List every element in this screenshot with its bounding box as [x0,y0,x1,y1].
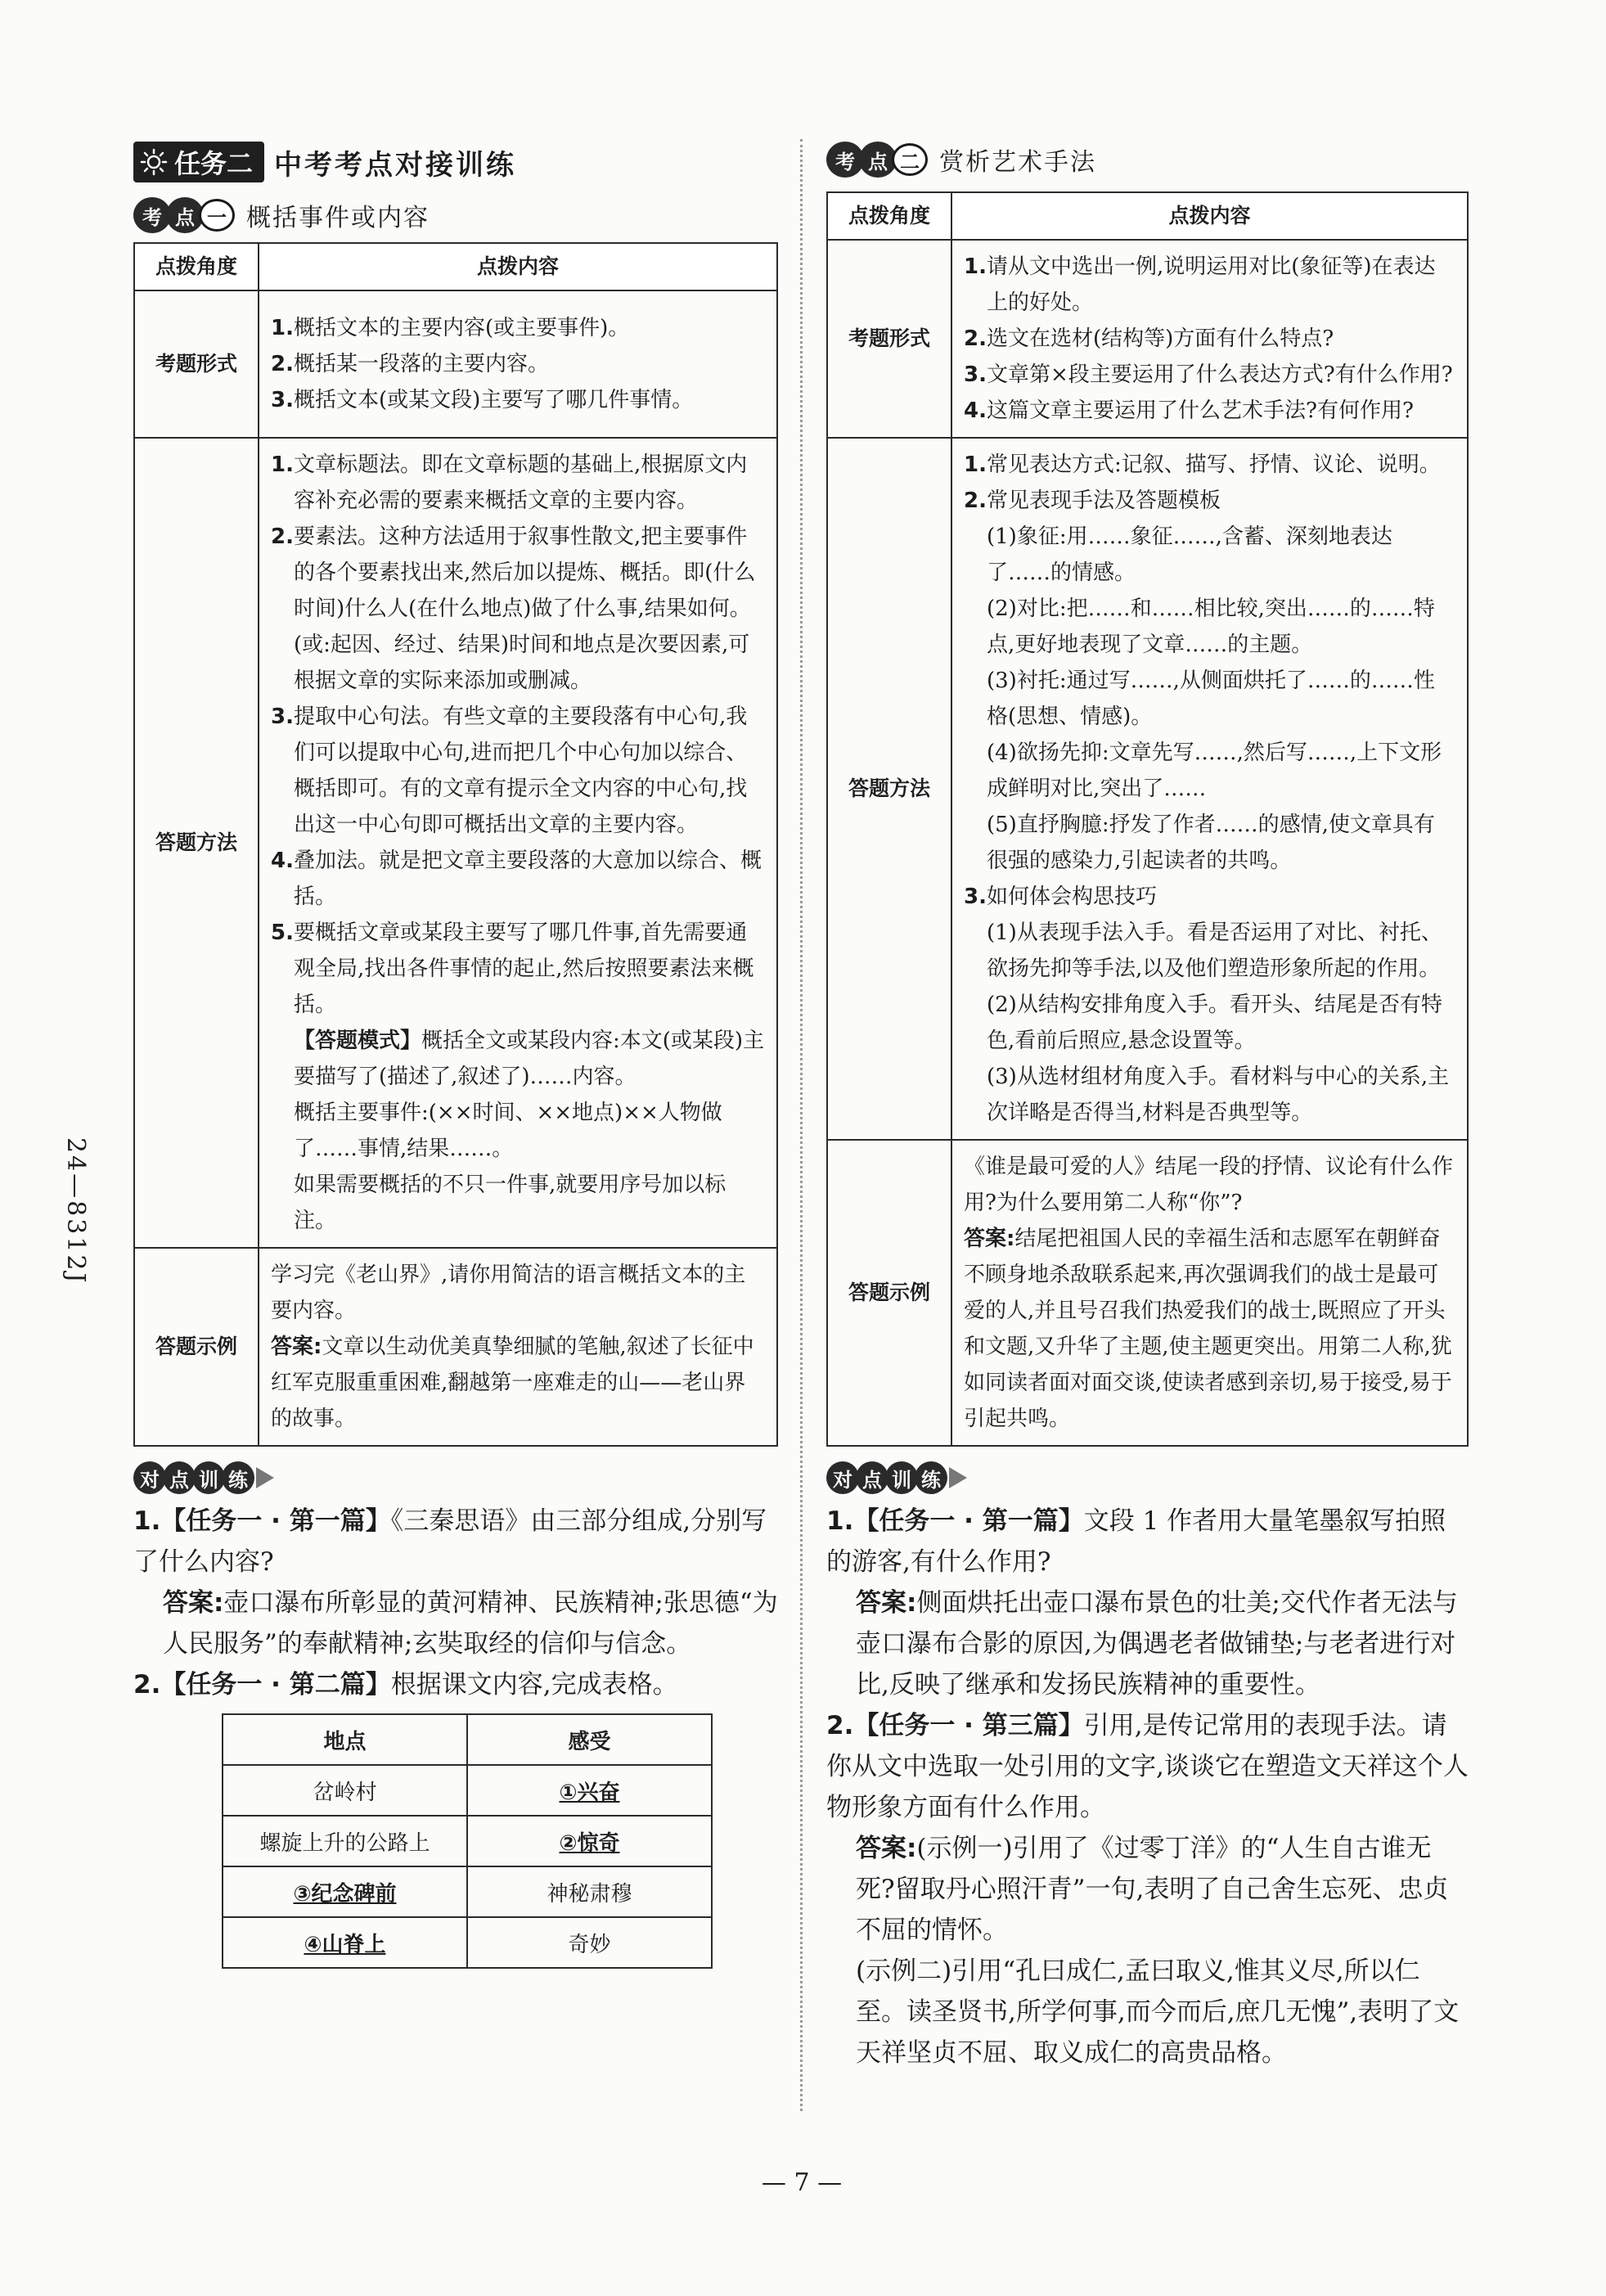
feeling-table [222,1713,713,1969]
example-question: 《谁是最可爱的人》结尾一段的抒情、议论有什么作用?为什么要用第二人称“你”? [964,1155,1454,1215]
list-item: 2. 选文在选材(结构等)方面有什么特点? [964,326,1334,351]
answer-example-2: (示例二)引用“孔曰成仁,孟曰取义,惟其义尽,所以仁至。读圣贤书,所学何事,而今而后,庶几无愧”,表明了文天祥坚贞不屈、取义成仁的高贵品格。 [856,1956,1460,2068]
arrow-icon [949,1467,967,1488]
right-column [826,139,1469,2073]
kaodian1-title: 概括事件或内容 [246,204,430,232]
list-item: 5. 要概括文章或某段主要写了哪几件事,首先需要通观全局,找出各件事情的起止,然后按照要素法来概括。 [271,921,754,1017]
list-item: 3. 提取中心句法。有些文章的主要段落有中心句,我们可以提取中心句,进而把几个中心句加以综合、概括即可。有的文章有提示全文内容的中心句,找出这一中心句即可概括出文章的主要内容。 [271,705,748,837]
question-2-left: 2.【任务一 · 第二篇】根据课文内容,完成表格。 [133,1670,678,1699]
sub-item: (1)象征:用……象征……,含蓄、深刻地表达了……的情感。 [987,524,1392,585]
row-example [134,1248,777,1446]
list-item: 4. 叠加法。就是把文章主要段落的大意加以综合、概括。 [271,849,763,909]
example-answer: 答案:结尾把祖国人民的幸福生活和志愿军在朝鲜奋不顾身地杀敌联系起来,再次强调我们的战士是最可爱的人,并且号召我们热爱我们的战士,既照应了开头和文题,又升华了主题,使主题更突出。用第二人称,犹如同读者面对面交谈,使读者感到亲切,易于接受,易于引起共鸣。 [964,1227,1452,1431]
training-header-right: 对 点 训 练 [826,1458,1469,1497]
list-item: 1. 常见表达方式:记叙、描写、抒情、议论、说明。 [964,452,1441,477]
method-content [259,438,777,1248]
kaodian1-num: 一 [199,199,235,232]
list-item: 2. 要素法。这种方法适用于叙事性散文,把主要事件的各个要素找出来,然后加以提炼、概括。即(什么时间)什么人(在什么地点)做了什么事,结果如何。(或:起因、经过、结果)时间和地点是次要因素,可根据文章的实际来添加或删减。 [271,524,756,693]
sub-item: (2)对比:把……和……相比较,突出……的……特点,更好地表现了文章……的主题。 [987,597,1435,657]
sub-item: (5)直抒胸臆:抒发了作者……的感情,使文章具有很强的感染力,引起读者的共鸣。 [987,813,1435,873]
example-content [259,1248,777,1446]
answer-mode-note: 如果需要概括的不只一件事,就要用序号加以标注。 [294,1173,727,1233]
list-item: 3. 文章第×段主要运用了什么表达方式?有什么作用? [964,362,1453,387]
list-item: 3. 如何体会构思技巧 [964,885,1158,909]
col-header-feeling: 感受 [467,1714,712,1765]
answer-mode-events: 概括主要事件:(××时间、××地点)××人物做了……事情,结果……。 [294,1101,722,1161]
example-answer: 答案:文章以生动优美真挚细腻的笔触,叙述了长征中红军克服重重困难,翻越第一座难走的山——老山界的故事。 [271,1335,754,1431]
row-example: 答题示例 《谁是最可爱的人》结尾一段的抒情、议论有什么作用?为什么要用第二人称“你”? 答案:结尾把祖国人民的幸福生活和志愿军在朝鲜奋不顾身地杀敌联系起来,再次强调我们的战士是最可爱的人,并且号召我们热爱我们的战士,既照应了开头和文题,又升华了主题,使主题更突出。用第二人称,犹如同读者面对面交谈,使读者感到亲切,易于接受,易于引起共鸣。 [827,1140,1468,1446]
task-badge [133,142,264,182]
sub-item: (1)从表现手法入手。看是否运用了对比、衬托、欲扬先抑等手法,以及他们塑造形象所起的作用。 [987,921,1442,981]
arrow-icon [256,1467,274,1488]
answer: 答案:壶口瀑布所彰显的黄河精神、民族精神;张思德“为人民服务”的奉献精神;玄奘取经的信仰与信念。 [163,1588,778,1659]
question-1-left: 1.【任务一 · 第一篇】《三秦思语》由三部分组成,分别写了什么内容? 答案:壶口瀑布所彰显的黄河精神、民族精神;张思德“为人民服务”的奉献精神;玄奘取经的信仰与信念。 [133,1501,778,1664]
table-row: 螺旋上升的公路上 ②惊奇 [223,1816,712,1866]
kaodian2-header [826,139,1469,180]
answer: 答案:侧面烘托出壶口瀑布景色的壮美;交代作者无法与壶口瀑布合影的原因,为偶遇老者做铺垫;与老者进行对比,反映了继承和发扬民族精神的重要性。 [856,1588,1458,1699]
table-row: ③纪念碑前 神秘肃穆 [223,1866,712,1917]
training-header-left: 对 点 训 练 [133,1458,778,1497]
kaodian1-table [133,242,778,1447]
sub-item: (2)从结构安排角度入手。看开头、结尾是否有特色,看前后照应,悬念设置等。 [987,993,1442,1053]
sun-icon [140,148,168,176]
list-item: 1. 请从文中选出一例,说明运用对比(象征等)在表达上的好处。 [964,254,1436,315]
question-1-right: 1.【任务一 · 第一篇】文段 1 作者用大量笔墨叙写拍照的游客,有什么作用? 答案:侧面烘托出壶口瀑布景色的壮美;交代作者无法与壶口瀑布合影的原因,为偶遇老者做铺垫;与老者进行对比,反映了继承和发扬民族精神的重要性。 [826,1501,1469,1705]
row-form [134,290,777,438]
method-content [951,438,1468,1140]
example-content [951,1140,1468,1446]
row-label-example: 答题示例 [134,1248,259,1446]
row-method: 答题方法 1. 常见表达方式:记叙、描写、抒情、议论、说明。 2. 常见表现手法及答题模板 (1)象征:用……象征……,含蓄、深刻地表达了……的情感。 (2)对比:把……和……相比较,突出……的……特点,更好地表现了文章……的主题。 (3)衬托:通过写……,从侧面烘托了……的……性格(思想、情感)。 (4)欲扬先抑:文章先写……,然后写……,上下文形成鲜明对比,突出了…… (5)直抒胸臆:抒发了作者……的感情,使文章具有很强的感染力,引起读者的共鸣。 3. 如何体会构思技巧 (1)从表现手法入手。看是否运用了对比、衬托、欲扬先抑等手法,以及他们塑造形象所起的作用。 (2)从结构安排角度入手。看开头、结尾是否有特色,看前后照应,悬念设置等。 (3)从选材组材角度入手。看材料与中心的关系,主次详略是否得当,材料是否典型等。 [827,438,1468,1140]
kaodian2-table [826,191,1469,1447]
page-number: — 7 — [761,2168,843,2197]
col-header-content: 点拨内容 [259,243,777,290]
kaodian1-char-2: 点 [166,197,204,233]
side-code: 24—8312J [61,1137,90,1285]
kaodian1-header [133,195,778,236]
row-label-form: 考题形式 [134,290,259,438]
list-item: 2. 常见表现手法及答题模板 [964,488,1221,513]
sub-item: (3)从选材组材角度入手。看材料与中心的关系,主次详略是否得当,材料是否典型等。 [987,1065,1450,1125]
answer-mode: 【答题模式】概括全文或某段内容:本文(或某段)主要描写了(描述了,叙述了)……内容。 [294,1029,765,1089]
left-column [133,139,778,1969]
answer: 答案:(示例一)引用了《过零丁洋》的“人生自古谁无死?留取丹心照汗青”一句,表明了自己舍生忘死、忠贞不屈的情怀。 [856,1834,1449,1945]
list-item: 1. 概括文本的主要内容(或主要事件)。 [271,316,630,340]
col-header-angle: 点拨角度 [827,192,951,240]
kaodian2-title: 赏析艺术手法 [939,148,1096,177]
example-question: 学习完《老山界》,请你用简洁的语言概括文本的主要内容。 [271,1263,746,1323]
list-item: 3. 概括文本(或某文段)主要写了哪几件事情。 [271,388,694,412]
task-badge-label: 任务二 [174,148,254,179]
col-header-content: 点拨内容 [951,192,1468,240]
row-label-method: 答题方法 [134,438,259,1248]
list-item: 1. 文章标题法。即在文章标题的基础上,根据原文内容补充必需的要素来概括文章的主要内容。 [271,452,748,513]
table-row: 岔岭村 ①兴奋 [223,1765,712,1816]
kaodian1-badge [133,197,235,233]
row-method [134,438,777,1248]
list-item: 4. 这篇文章主要运用了什么艺术手法?有何作用? [964,398,1414,423]
kaodian2-badge: 考 点 二 [826,142,928,178]
task-title: 中考考点对接训练 [274,148,517,182]
kaodian1-char-1: 考 [133,197,171,233]
task-header [133,139,778,185]
table-row: ④山脊上 奇妙 [223,1917,712,1968]
form-content [951,240,1468,438]
col-header-place: 地点 [223,1714,467,1765]
sub-item: (3)衬托:通过写……,从侧面烘托了……的……性格(思想、情感)。 [987,669,1435,729]
col-header-angle: 点拨角度 [134,243,259,290]
column-divider [800,139,803,2111]
sub-item: (4)欲扬先抑:文章先写……,然后写……,上下文形成鲜明对比,突出了…… [987,741,1442,801]
row-form: 考题形式 1. 请从文中选出一例,说明运用对比(象征等)在表达上的好处。 2. 选文在选材(结构等)方面有什么特点? 3. 文章第×段主要运用了什么表达方式?有什么作用? 4. 这篇文章主要运用了什么艺术手法?有何作用? [827,240,1468,438]
question-2-right: 2.【任务一 · 第三篇】引用,是传记常用的表现手法。请你从文中选取一处引用的文字,谈谈它在塑造文天祥这个人物形象方面有什么作用。 答案:(示例一)引用了《过零丁洋》的“人生自古谁无死?留取丹心照汗青”一句,表明了自己舍生忘死、忠贞不屈的情怀。 (示例二)引用“孔曰成仁,孟曰取义,惟其义尽,所以仁至。读圣贤书,所学何事,而今而后,庶几无愧”,表明了文天祥坚贞不屈、取义成仁的高贵品格。 [826,1705,1469,2073]
form-content [259,290,777,438]
list-item: 2. 概括某一段落的主要内容。 [271,352,550,376]
